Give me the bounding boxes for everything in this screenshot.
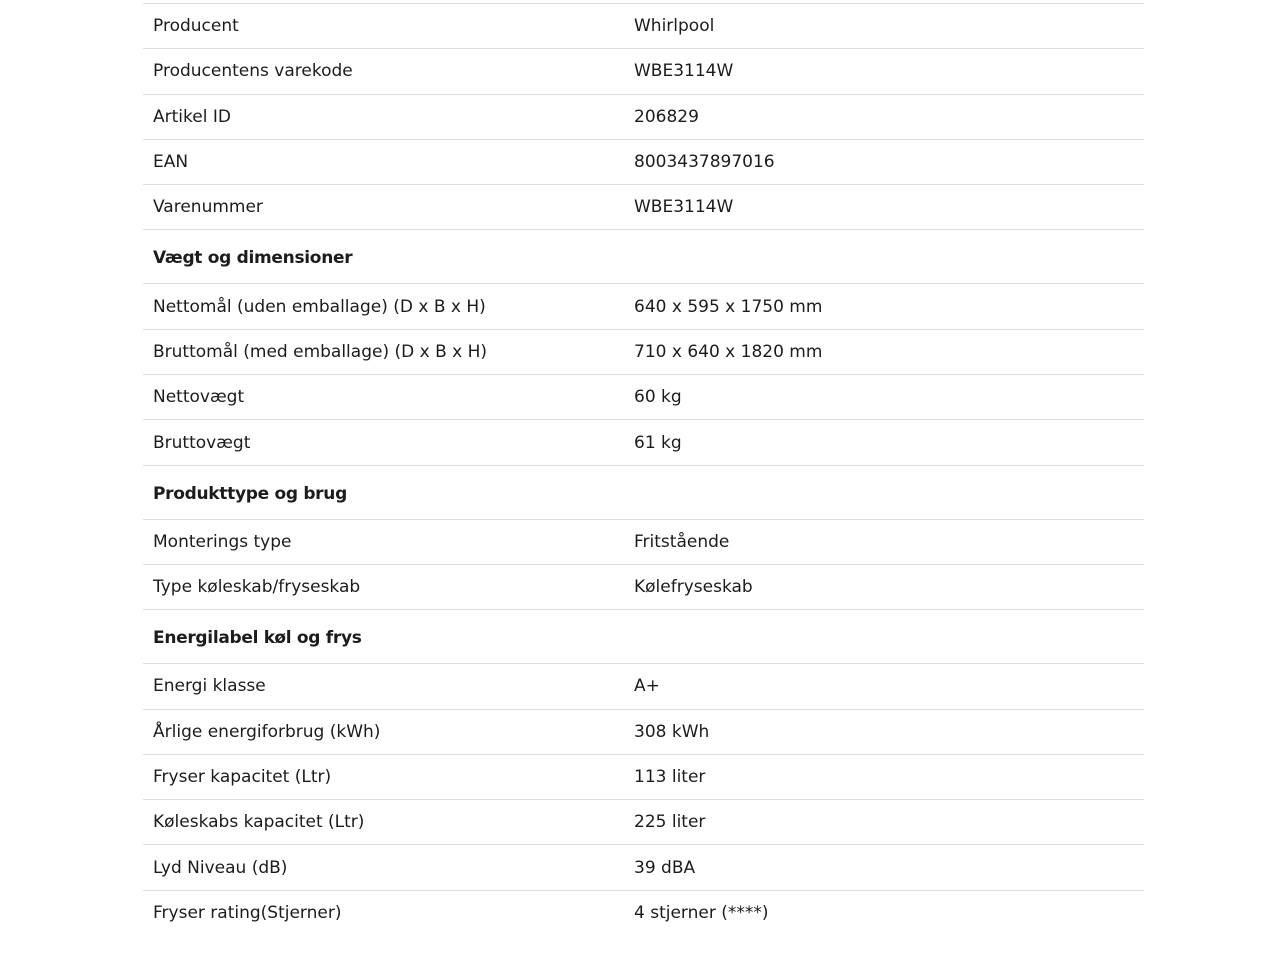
spec-label: Årlige energiforbrug (kWh): [153, 721, 381, 742]
spec-label: Nettovægt: [153, 387, 245, 408]
spec-label: Fryser kapacitet (Ltr): [153, 767, 332, 787]
section-heading-weight-dimensions: Vægt og dimensioner: [143, 229, 1144, 283]
spec-value: 710 x 640 x 1820 mm: [634, 341, 823, 362]
spec-label: Producent: [153, 16, 239, 37]
spec-label: EAN: [153, 152, 189, 173]
spec-row: [143, 890, 1144, 935]
spec-value: 61 kg: [634, 432, 682, 453]
spec-row: [143, 139, 1144, 184]
spec-value: 8003437897016: [634, 152, 775, 173]
section-heading-energy-label: Energilabel køl og frys: [143, 609, 1144, 663]
spec-row: [143, 754, 1144, 799]
spec-value: A+: [634, 676, 660, 697]
spec-row: [143, 3, 1144, 48]
spec-row: [143, 419, 1144, 464]
spec-table: [143, 3, 1144, 935]
spec-label: Artikel ID: [153, 106, 231, 127]
spec-value: 206829: [634, 106, 699, 127]
spec-row: [143, 48, 1144, 93]
spec-value: 4 stjerner (****): [634, 902, 769, 923]
spec-label: Bruttomål (med emballage) (D x B x H): [153, 341, 488, 362]
spec-label: Nettomål (uden emballage) (D x B x H): [153, 296, 486, 317]
spec-row: [143, 329, 1144, 374]
spec-row: [143, 799, 1144, 844]
spec-row: [143, 519, 1144, 564]
spec-label: Køleskabs kapacitet (Ltr): [153, 812, 365, 833]
spec-label: Energi klasse: [153, 676, 266, 697]
spec-value: 60 kg: [634, 387, 682, 408]
spec-label: Varenummer: [153, 197, 263, 218]
spec-row: [143, 709, 1144, 754]
spec-label: Bruttovægt: [153, 432, 251, 453]
spec-value: Whirlpool: [634, 16, 715, 37]
spec-row: [143, 564, 1144, 609]
spec-value: 308 kWh: [634, 721, 710, 742]
spec-value: Fritstående: [634, 531, 730, 552]
section-heading-product-type: Produkttype og brug: [143, 465, 1144, 519]
spec-label: Producentens varekode: [153, 61, 353, 82]
spec-row: [143, 94, 1144, 139]
spec-row: [143, 283, 1144, 328]
spec-value: WBE3114W: [634, 197, 734, 218]
spec-row: [143, 844, 1144, 889]
spec-label: Lyd Niveau (dB): [153, 857, 288, 878]
spec-value: 39 dBA: [634, 857, 696, 878]
spec-label: Fryser rating(Stjerner): [153, 902, 342, 923]
spec-value: 113 liter: [634, 767, 706, 787]
spec-row: [143, 184, 1144, 229]
spec-value: 640 x 595 x 1750 mm: [634, 296, 823, 317]
spec-row: [143, 663, 1144, 708]
spec-label: Monterings type: [153, 531, 292, 552]
spec-row: [143, 374, 1144, 419]
spec-value: 225 liter: [634, 812, 706, 833]
spec-value: Kølefryseskab: [634, 577, 753, 598]
spec-value: WBE3114W: [634, 61, 734, 82]
spec-label: Type køleskab/fryseskab: [153, 577, 361, 598]
